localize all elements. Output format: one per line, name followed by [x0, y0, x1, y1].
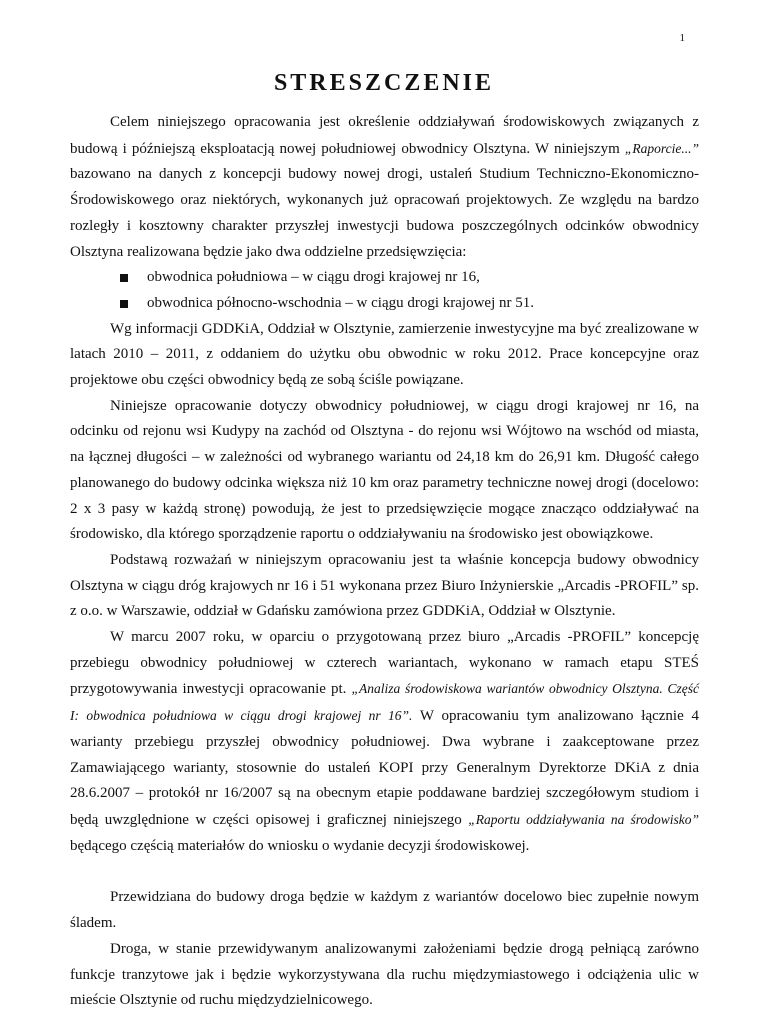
paragraph-1-text-a: Celem niniejszego opracowania jest określenie oddziaływań środowiskowych związanych z budową i późniejszą eksploatacją nowej południowej obwodnicy Olsztyna. W niniejszym [70, 114, 699, 157]
paragraph-5-text-c: będącego częścią materiałów do wniosku o wydanie decyzji środowiskowej. [70, 837, 530, 854]
page-number: 1 [679, 32, 685, 44]
square-bullet-icon [120, 274, 128, 282]
report-title: „Raportu oddziaływania na środowisko” [468, 811, 700, 827]
paragraph-1-text-b: bazowano na danych z koncepcji budowy nowej drogi, ustaleń Studium Techniczno-Ekonomiczno-Środowiskowego oraz niektórych, wykonanych już opracowań projektowych. Ze względu na bardzo rozległy i kosztowny charakter przyszłej inwestycji budowa poszczególnych odcinków obwodnicy Olsztyna realizowana będzie jako dwa oddzielne przedsięwzięcia: [70, 166, 699, 260]
analysis-title: „Analiza środowiskowa wariantów obwodnicy Olsztyna. Część I: obwodnica południowa w ciągu drogi krajowej nr 16”. [70, 681, 699, 724]
document-body [70, 110, 699, 1014]
paragraph-5-text-a: W marcu 2007 roku, w oparciu o przygotowaną przez biuro „Arcadis -PROFIL” koncepcję przebiegu obwodnicy południowej w czterech wariantach, wykonano w ramach etapu STEŚ przygotowywania inwestycji opracowanie pt. [70, 629, 699, 698]
list-item [70, 291, 699, 317]
paragraph-5-text-b: W opracowaniu tym analizowano łącznie 4 warianty przebiegu przyszłej obwodnicy południowej. Dwa wybrane i zaakceptowane przez Zamawiającego warianty, stosownie do ustaleń KOPI przy Generalnym Dyrektorze DKiA z dnia 28.6.2007 – protokół nr 16/2007 są na obecnym etapie poddawane bardziej szczegółowym studiom i będą uwzględnione w części opisowej i graficznej niniejszego [70, 708, 700, 828]
paragraph-4: Podstawą rozważań w niniejszym opracowaniu jest ta właśnie koncepcja budowy obwodnicy Olsztyna w ciągu dróg krajowych nr 16 i 51 wykonana przez Biuro Inżynierskie „Arcadis -PROFIL” sp. z o.o. w Warszawie, oddział w Gdańsku zamówiona przez GDDKiA, Oddział w Olsztynie. [70, 551, 699, 620]
paragraph-2: Wg informacji GDDKiA, Oddział w Olsztynie, zamierzenie inwestycyjne ma być zrealizowane w latach 2010 – 2011, z oddaniem do użytku obu obwodnic w roku 2012. Prace koncepcyjne oraz projektowe obu części obwodnicy będą ze sobą ściśle powiązane. [70, 320, 699, 389]
paragraph-6: Przewidziana do budowy droga będzie w każdym z wariantów docelowo biec zupełnie nowym śladem. [70, 889, 699, 932]
raport-quote: „Raporcie...” [624, 140, 699, 156]
list-item-text: obwodnica południowa – w ciągu drogi krajowej nr 16, [147, 269, 480, 286]
list-item [70, 265, 699, 291]
paragraph-gap [70, 859, 699, 885]
list-item-text: obwodnica północno-wschodnia – w ciągu drogi krajowej nr 51. [147, 294, 534, 311]
paragraph-5 [70, 625, 699, 859]
bullet-list [70, 265, 699, 316]
paragraph-1 [70, 110, 699, 265]
paragraph-3: Niniejsze opracowanie dotyczy obwodnicy południowej, w ciągu drogi krajowej nr 16, na odcinku od rejonu wsi Kudypy na zachód od Olsztyna - do rejonu wsi Wójtowo na wschód od miasta, na łącznej długości – w zależności od wybranego wariantu od 24,18 km do 26,91 km. Długość całego planowanego do budowy odcinka większa niż 10 km oraz parametry techniczne nowej drogi (docelowo: 2 x 3 pasy w każdą stronę) powodują, że jest to przedsięwzięcie mogące znacząco oddziaływać na środowisko, dla którego sporządzenie raportu o oddziaływaniu na środowisko jest obowiązkowe. [70, 397, 699, 543]
square-bullet-icon [120, 300, 128, 308]
paragraph-7: Droga, w stanie przewidywanym analizowanymi założeniami będzie drogą pełniącą zarówno funkcje tranzytowe jak i będzie wykorzystywana dla ruchu międzymiastowego i odciążenia ulic w mieście Olsztynie od ruchu międzydzielnicowego. [70, 940, 699, 1009]
page-title: STRESZCZENIE [273, 70, 495, 96]
